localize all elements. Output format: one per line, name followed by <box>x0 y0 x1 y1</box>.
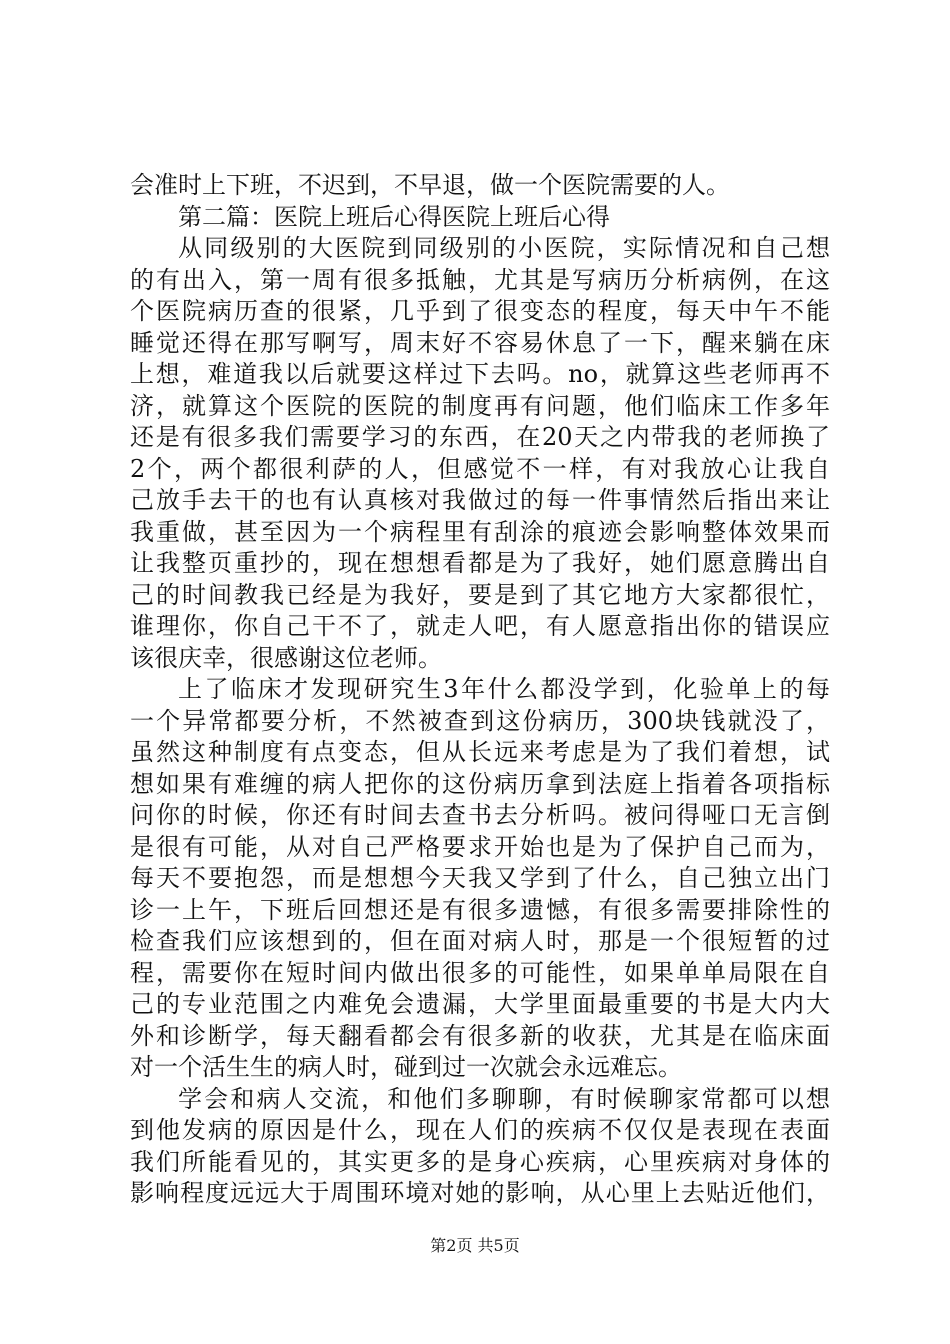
text-line: 谁理你，你自己干不了，就走人吧，有人愿意指出你的错误应 <box>130 612 830 640</box>
text-line: 还是有很多我们需要学习的东西，在20天之内带我的老师换了 <box>130 423 830 451</box>
text-line: 检查我们应该想到的，但在面对病人时，那是一个很短暂的过 <box>130 927 830 955</box>
text-line: 我重做，甚至因为一个病程里有刮涂的痕迹会影响整体效果而 <box>130 517 830 546</box>
text-line: 睡觉还得在那写啊写，周末好不容易休息了一下，醒来躺在床 <box>130 328 830 357</box>
text-line: 会准时上下班，不迟到，不早退，做一个医院需要的人。 <box>130 171 730 199</box>
paragraph-first-line: 从同级别的大医院到同级别的小医院，实际情况和自己想 <box>178 234 830 262</box>
text-line: 让我整页重抄的，现在想想看都是为了我好，她们愿意腾出自 <box>130 549 830 577</box>
text-line: 2个，两个都很利萨的人，但感觉不一样，有对我放心让我自 <box>130 454 830 483</box>
text-line: 问你的时候，你还有时间去查书去分析吗。被问得哑口无言倒 <box>130 801 830 829</box>
text-line: 该很庆幸，很感谢这位老师。 <box>130 643 442 672</box>
paragraph-first-line: 学会和病人交流，和他们多聊聊，有时候聊家常都可以想 <box>178 1084 830 1113</box>
text-line: 的有出入，第一周有很多抵触，尤其是写病历分析病例，在这 <box>130 265 830 294</box>
document-body <box>130 170 830 1210</box>
paragraph-first-line: 上了临床才发现研究生3年什么都没学到，化验单上的每 <box>178 675 830 703</box>
text-line: 虽然这种制度有点变态，但从长远来考虑是为了我们着想，试 <box>130 738 830 766</box>
page-footer: 第2页 共5页 <box>430 1236 520 1255</box>
text-line: 外和诊断学，每天翻看都会有很多新的收获，尤其是在临床面 <box>130 1021 830 1050</box>
text-line: 己的专业范围之内难免会遗漏，大学里面最重要的书是大内大 <box>130 990 830 1018</box>
text-line: 己的时间教我已经是为我好，要是到了其它地方大家都很忙， <box>130 580 830 609</box>
text-line: 影响程度远远大于周围环境对她的影响，从心里上去贴近他们， <box>130 1179 830 1207</box>
text-line: 程，需要你在短时间内做出很多的可能性，如果单单局限在自 <box>130 958 830 987</box>
text-line: 我们所能看见的，其实更多的是身心疾病，心里疾病对身体的 <box>130 1147 830 1176</box>
text-line: 是很有可能，从对自己严格要求开始也是为了保护自己而为， <box>130 832 830 861</box>
text-line: 诊一上午，下班后回想还是有很多遗憾，有很多需要排除性的 <box>130 895 830 924</box>
text-line: 济，就算这个医院的医院的制度再有问题，他们临床工作多年 <box>130 391 830 420</box>
paragraph-first-line: 第二篇：医院上班后心得医院上班后心得 <box>178 202 610 231</box>
text-line: 己放手去干的也有认真核对我做过的每一件事情然后指出来让 <box>130 486 830 514</box>
text-line: 一个异常都要分析，不然被查到这份病历，300块钱就没了， <box>130 706 830 735</box>
text-line: 对一个活生生的病人时，碰到过一次就会永远难忘。 <box>130 1053 682 1081</box>
text-line: 个医院病历查的很紧，几乎到了很变态的程度，每天中午不能 <box>130 297 830 325</box>
text-line: 每天不要抱怨，而是想想今天我又学到了什么，自己独立出门 <box>130 864 830 892</box>
text-line: 想如果有难缠的病人把你的这份病历拿到法庭上指着各项指标 <box>130 769 830 798</box>
text-line: 上想，难道我以后就要这样过下去吗。no，就算这些老师再不 <box>130 360 830 388</box>
text-line: 到他发病的原因是什么，现在人们的疾病不仅仅是表现在表面 <box>130 1116 830 1144</box>
